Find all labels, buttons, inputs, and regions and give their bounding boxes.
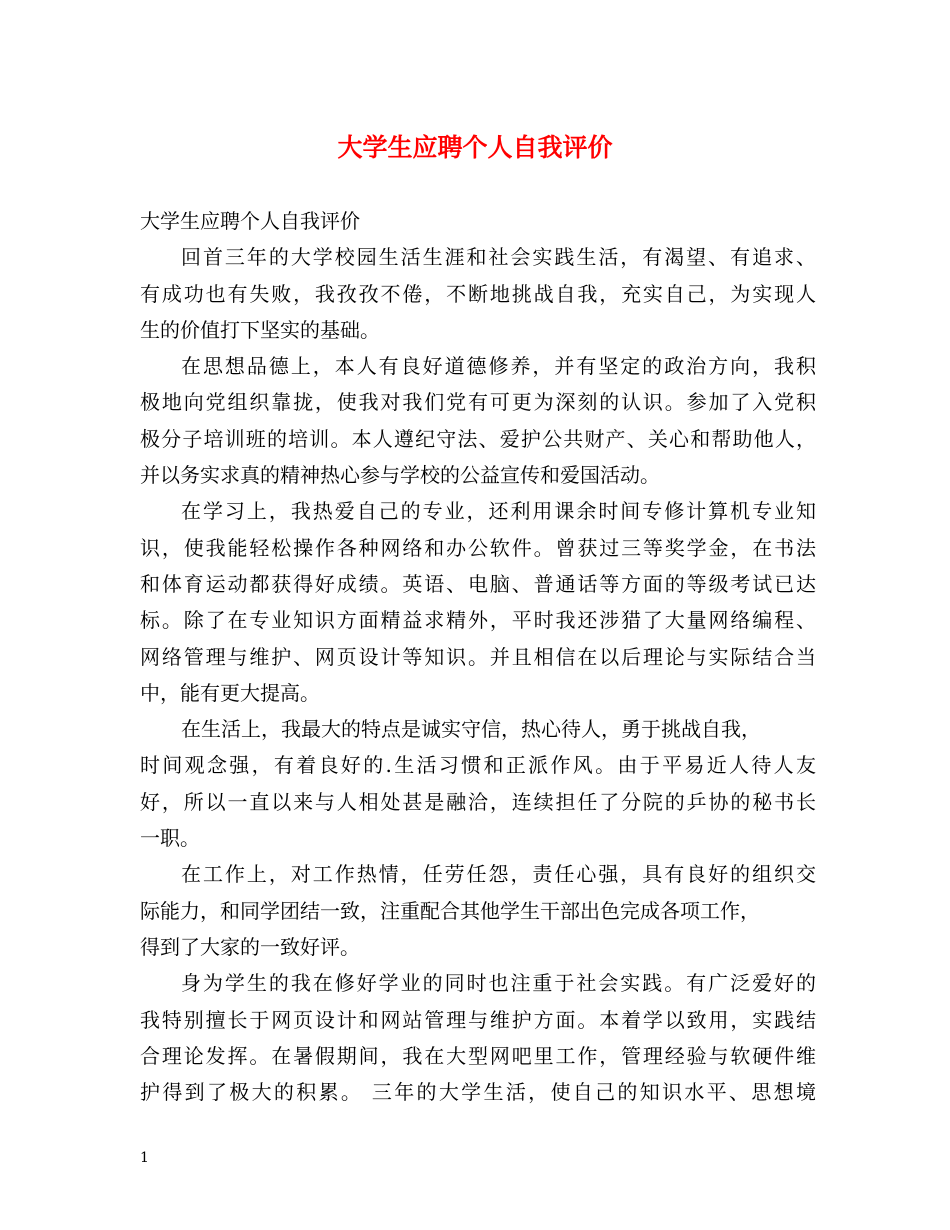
body-line: 生的价值打下坚实的基础。 <box>140 317 380 342</box>
body-line: 识，使我能轻松操作各种网络和办公软件。曾获过三等奖学金，在书法 <box>140 535 816 560</box>
body-line: 大学生应聘个人自我评价 <box>140 209 360 233</box>
body-line: 合理论发挥。在暑假期间，我在大型网吧里工作，管理经验与软硬件维 <box>140 1043 816 1068</box>
document-title: 大学生应聘个人自我评价 <box>337 133 613 162</box>
body-line: 护得到了极大的积累。 三年的大学生活，使自己的知识水平、思想境 <box>140 1080 816 1105</box>
body-line: 在工作上，对工作热情，任劳任怨，责任心强，具有良好的组织交 <box>181 862 816 887</box>
body-line: 极地向党组织靠拢，使我对我们党有可更为深刻的认识。参加了入党积 <box>140 390 816 415</box>
body-line: 中，能有更大提高。 <box>140 680 320 705</box>
body-line: 有成功也有失败，我孜孜不倦，不断地挑战自我，充实自己，为实现人 <box>140 281 816 306</box>
body-line: 极分子培训班的培训。本人遵纪守法、爱护公共财产、关心和帮助他人， <box>140 426 816 451</box>
body-line: 和体育运动都获得好成绩。英语、电脑、普通话等方面的等级考试已达 <box>140 571 816 596</box>
body-line: 一职。 <box>140 826 200 851</box>
body-line: 在思想品德上，本人有良好道德修养，并有坚定的政治方向，我积 <box>181 354 816 379</box>
body-line: 我特别擅长于网页设计和网站管理与维护方面。本着学以致用，实践结 <box>140 1007 816 1032</box>
body-line: 网络管理与维护、网页设计等知识。并且相信在以后理论与实际结合当 <box>140 644 816 669</box>
body-line: 时间观念强，有着良好的.生活习惯和正派作风。由于平易近人待人友 <box>140 753 816 778</box>
body-line: 标。除了在专业知识方面精益求精外，平时我还涉猎了大量网络编程、 <box>140 608 816 633</box>
body-line: 身为学生的我在修好学业的同时也注重于社会实践。有广泛爱好的 <box>181 971 816 996</box>
body-line: 得到了大家的一致好评。 <box>140 934 360 959</box>
document-body <box>140 203 816 1110</box>
body-line: 并以务实求真的精神热心参与学校的公益宣传和爱国活动。 <box>140 463 660 488</box>
body-line: 回首三年的大学校园生活生涯和社会实践生活，有渴望、有追求、 <box>181 245 816 270</box>
body-line: 好，所以一直以来与人相处甚是融洽，连续担任了分院的乒协的秘书长 <box>140 789 816 814</box>
body-line: 际能力，和同学团结一致，注重配合其他学生干部出色完成各项工作， <box>140 898 760 923</box>
page-number: 1 <box>140 1150 149 1166</box>
body-line: 在学习上，我热爱自己的专业，还利用课余时间专修计算机专业知 <box>181 499 816 524</box>
body-line: 在生活上，我最大的特点是诚实守信，热心待人，勇于挑战自我， <box>181 717 761 742</box>
